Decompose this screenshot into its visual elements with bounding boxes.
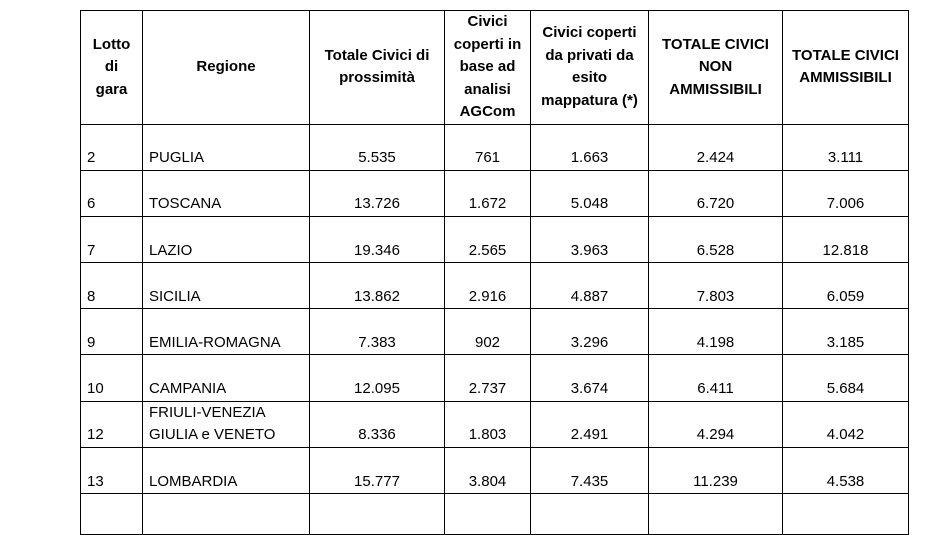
- cell-totale: 8.336: [310, 401, 445, 447]
- cell-ammissibili: 3.111: [783, 124, 909, 170]
- cell-ammissibili: 4.042: [783, 401, 909, 447]
- cell-regione: LAZIO: [143, 216, 310, 262]
- cell-privati: 3.296: [531, 309, 649, 355]
- cell-totale: 12.095: [310, 355, 445, 401]
- table-row: [81, 355, 909, 401]
- cell-privati: 2.491: [531, 401, 649, 447]
- cell-lotto: 7: [81, 216, 143, 262]
- cell-privati: 5.048: [531, 170, 649, 216]
- cell-lotto: 9: [81, 309, 143, 355]
- cell-lotto: 13: [81, 447, 143, 493]
- cell-regione: PUGLIA: [143, 124, 310, 170]
- cell-ammissibili: 3.185: [783, 309, 909, 355]
- cell-totale: 13.862: [310, 263, 445, 309]
- cell-totale: 19.346: [310, 216, 445, 262]
- cell-agcom: 2.737: [445, 355, 531, 401]
- cell-regione: LOMBARDIA: [143, 447, 310, 493]
- cell-lotto: 2: [81, 124, 143, 170]
- cell-privati: 1.663: [531, 124, 649, 170]
- cell-agcom: 761: [445, 124, 531, 170]
- header-regione: Regione: [143, 11, 310, 125]
- cell-lotto: 10: [81, 355, 143, 401]
- cell-regione: CAMPANIA: [143, 355, 310, 401]
- header-ammissibili: TOTALE CIVICI AMMISSIBILI: [783, 11, 909, 125]
- cell-ammissibili: 4.538: [783, 447, 909, 493]
- cell-regione: FRIULI-VENEZIA GIULIA e VENETO: [143, 401, 310, 447]
- cell-non-ammissibili: 11.239: [649, 447, 783, 493]
- cell-regione: EMILIA-ROMAGNA: [143, 309, 310, 355]
- header-civici-privati: Civici coperti da privati da esito mappatura (*): [531, 11, 649, 125]
- cell-lotto: 12: [81, 401, 143, 447]
- cell-lotto: 6: [81, 170, 143, 216]
- cell-non-ammissibili: 4.294: [649, 401, 783, 447]
- header-non-ammissibili: TOTALE CIVICI NON AMMISSIBILI: [649, 11, 783, 125]
- cell-regione: TOSCANA: [143, 170, 310, 216]
- cell-agcom: 3.804: [445, 447, 531, 493]
- cell-totale: 13.726: [310, 170, 445, 216]
- cell-regione: SICILIA: [143, 263, 310, 309]
- table-row: [81, 216, 909, 262]
- header-row: [81, 11, 909, 125]
- cell-agcom: 1.672: [445, 170, 531, 216]
- cell-agcom: 2.565: [445, 216, 531, 262]
- table-row: [81, 170, 909, 216]
- cell-totale: 5.535: [310, 124, 445, 170]
- cell-totale: 7.383: [310, 309, 445, 355]
- cell-non-ammissibili: 2.424: [649, 124, 783, 170]
- cell-agcom: 2.916: [445, 263, 531, 309]
- cell-totale: 15.777: [310, 447, 445, 493]
- header-lotto: Lotto di gara: [81, 11, 143, 125]
- cell-privati: 3.963: [531, 216, 649, 262]
- lotti-table: [80, 10, 909, 535]
- cell-privati: 3.674: [531, 355, 649, 401]
- table-row: [81, 401, 909, 447]
- cell-privati: 4.887: [531, 263, 649, 309]
- cell-non-ammissibili: 6.411: [649, 355, 783, 401]
- cell-non-ammissibili: 6.528: [649, 216, 783, 262]
- table-row: [81, 263, 909, 309]
- cell-ammissibili: 12.818: [783, 216, 909, 262]
- cell-privati: 7.435: [531, 447, 649, 493]
- cell-ammissibili: 7.006: [783, 170, 909, 216]
- cell-ammissibili: 5.684: [783, 355, 909, 401]
- cell-agcom: 902: [445, 309, 531, 355]
- cell-non-ammissibili: 4.198: [649, 309, 783, 355]
- table-row: [81, 124, 909, 170]
- cell-agcom: 1.803: [445, 401, 531, 447]
- cell-ammissibili: 6.059: [783, 263, 909, 309]
- header-totale-civici: Totale Civici di prossimità: [310, 11, 445, 125]
- table-row: [81, 309, 909, 355]
- table-row: [81, 447, 909, 493]
- cell-lotto: 8: [81, 263, 143, 309]
- cell-non-ammissibili: 6.720: [649, 170, 783, 216]
- header-civici-agcom: Civici coperti in base ad analisi AGCom: [445, 11, 531, 125]
- cell-non-ammissibili: 7.803: [649, 263, 783, 309]
